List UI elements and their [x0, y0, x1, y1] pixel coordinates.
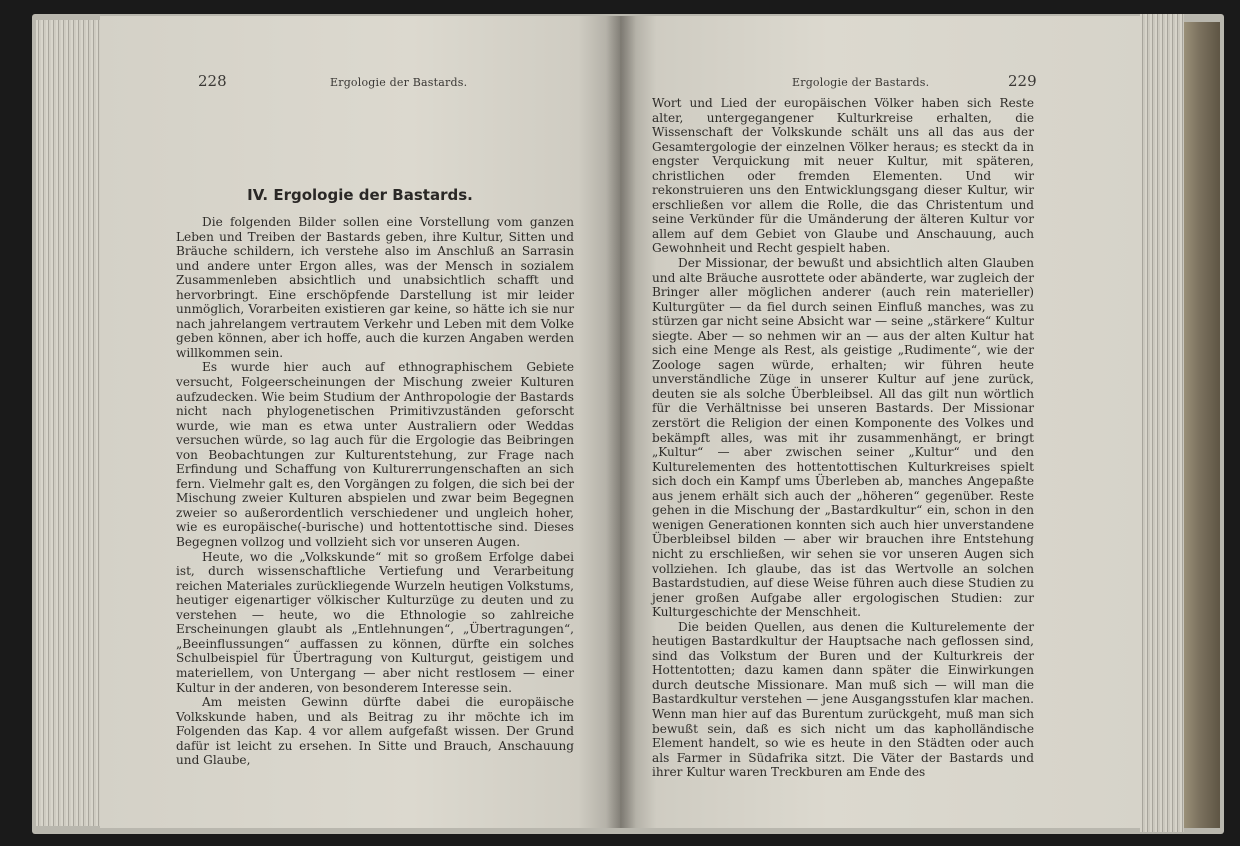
left-page-number: 228	[198, 72, 227, 90]
right-page-edges	[1140, 14, 1184, 832]
paragraph: Der Missionar, der bewußt und absichtlich alten Glauben und alte Bräuche ausrottete oder abänderte, war zugleich der Bringer aller möglichen anderer (auch rein materieller) Kulturgüter — da fiel durch seinen Einfluß manches, was zu stürzen gar nicht seine Absicht war — seine „stärkere“ Kultur siegte. Aber — so nehmen wir an — aus der alten Kultur hat sich eine Menge als Rest, als geistige „Rudimente“, wie der Zoologe sagen würde, erhalten; wir führen heute unverständliche Züge in unserer Kultur auf jene zurück, deuten sie als solche Überbleibsel. All das gilt nun wörtlich für die Verhältnisse bei unseren Bastards. Der Missionar zerstört die Religion der einen Komponente des Volkes und bekämpft alles, was mit ihr zusammenhängt, er bringt „Kultur“ — aber zwischen seiner „Kultur“ und den Kulturelementen des hottentottischen Kulturkreises spielt sich doch ein Kampf ums Überleben ab, manches Angepaßte aus jenem erhält sich auch der „höheren“ gegenüber. Reste gehen in die Mischung der „Bastardkultur“ ein, schon in den wenigen Generationen konnten sich auch hier unverstandene Überbleibsel bilden — aber wir brauchen ihre Entstehung nicht zu erschließen, wir sehen sie vor unseren Augen sich vollziehen. Ich glaube, das ist das Wertvolle an solchen Bastardstudien, auf diese Weise führen auch diese Studien zu jener großen Aufgabe aller ergologischen Studien: zur Kulturgeschichte der Menschheit.	[652, 256, 1034, 620]
paragraph: Es wurde hier auch auf ethnographischem Gebiete versucht, Folgeerscheinungen der Mischung zweier Kulturen aufzudecken. Wie beim Studium der Anthropologie der Bastards nicht nach phylogenetischen Primitivzuständen geforscht wurde, wie man es etwa unter Australiern oder Weddas versuchen würde, so lag auch für die Ergologie das Beibringen von Beobachtungen zur Kulturentstehung, zur Frage nach Erfindung und Schaffung von Kulturerrungenschaften an sich fern. Vielmehr galt es, den Vorgängen zu folgen, die sich bei der Mischung zweier Kulturen abspielen und zwar beim Begegnen zweier so außerordentlich verschiedener und ungleich hoher, wie es europäische(-burische) und hottentottische sind. Dieses Begegnen vollzog und vollzieht sich vor unseren Augen.	[176, 360, 574, 550]
left-page	[100, 16, 620, 828]
left-page-edges	[36, 20, 100, 826]
chapter-title: IV. Ergologie der Bastards.	[247, 186, 473, 204]
right-text-column	[652, 96, 1034, 780]
right-page-number: 229	[1008, 72, 1037, 90]
right-running-head: Ergologie der Bastards.	[792, 76, 930, 89]
paragraph: Heute, wo die „Volkskunde“ mit so großem Erfolge dabei ist, durch wissenschaftliche Vertiefung und Verarbeitung reichen Materiales zurückliegende Wurzeln heutigen Volkstums, heutiger eigenartiger völkischer Kulturzüge zu deuten und zu verstehen — heute, wo die Ethnologie so zahlreiche Erscheinungen glaubt als „Entlehnungen“, „Übertragungen“, „Beeinflussungen“ auffassen zu können, dürfte ein solches Schulbeispiel für Übertragung von Kulturgut, geistigem und materiellem, von Untergang — aber nicht restlosem — einer Kultur in der anderen, von besonderem Interesse sein.	[176, 549, 574, 695]
left-text-column	[176, 215, 574, 768]
right-page	[620, 16, 1142, 828]
paragraph: Am meisten Gewinn dürfte dabei die europäische Volkskunde haben, und als Beitrag zu ihr möchte ich im Folgenden das Kap. 4 vor allem aufgefaßt wissen. Der Grund dafür ist leicht zu ersehen. In Sitte und Brauch, Anschauung und Glaube,	[176, 695, 574, 768]
paragraph: Die folgenden Bilder sollen eine Vorstellung vom ganzen Leben und Treiben der Bastards geben, ihre Kultur, Sitten und Bräuche schildern, ich verstehe also im Anschluß an Sarrasin und andere unter Ergon alles, was der Mensch in sozialem Zusammenleben absichtlich und unabsichtlich schafft und hervorbringt. Eine erschöpfende Darstellung ist mir leider unmöglich, Vorarbeiten existieren gar keine, so hätte ich sie nur nach jahrelangem vertrautem Verkehr und Leben mit dem Volke geben können, aber ich hoffe, auch die kurzen Angaben werden willkommen sein.	[176, 215, 574, 360]
book-gutter	[606, 16, 636, 828]
left-running-head: Ergologie der Bastards.	[330, 76, 468, 89]
paragraph: Die beiden Quellen, aus denen die Kulturelemente der heutigen Bastardkultur der Hauptsache nach geflossen sind, sind das Volkstum der Buren und der Kulturkreis der Hottentotten; dazu kamen dann später die Einwirkungen durch deutsche Missionare. Man muß sich — will man die Bastardkultur verstehen — jene Ausgangsstufen klar machen. Wenn man hier auf das Burentum zurückgeht, muß man sich bewußt sein, daß es sich nicht um das kapholländische Element handelt, so wie es heute in den Städten oder auch als Farmer in Südafrika sitzt. Die Väter der Bastards und ihrer Kultur waren Treckburen am Ende des	[652, 619, 1034, 780]
paragraph: Wort und Lied der europäischen Völker haben sich Reste alter, untergegangener Kulturkreise erhalten, die Wissenschaft der Volkskunde schält uns all das aus der Gesamtergologie der einzelnen Völker heraus; es steckt da in engster Verquickung mit neuer Kultur, mit späteren, christlichen oder fremden Elementen. Und wir rekonstruieren uns den Entwicklungsgang dieser Kultur, wir erschließen vor allem die Rolle, die das Christentum und seine Verkünder für die Umänderung der älteren Kultur vor allem auf dem Gebiet von Glaube und Anschauung, auch Gewohnheit und Recht gespielt haben.	[652, 96, 1034, 256]
right-cover-board	[1184, 22, 1220, 828]
